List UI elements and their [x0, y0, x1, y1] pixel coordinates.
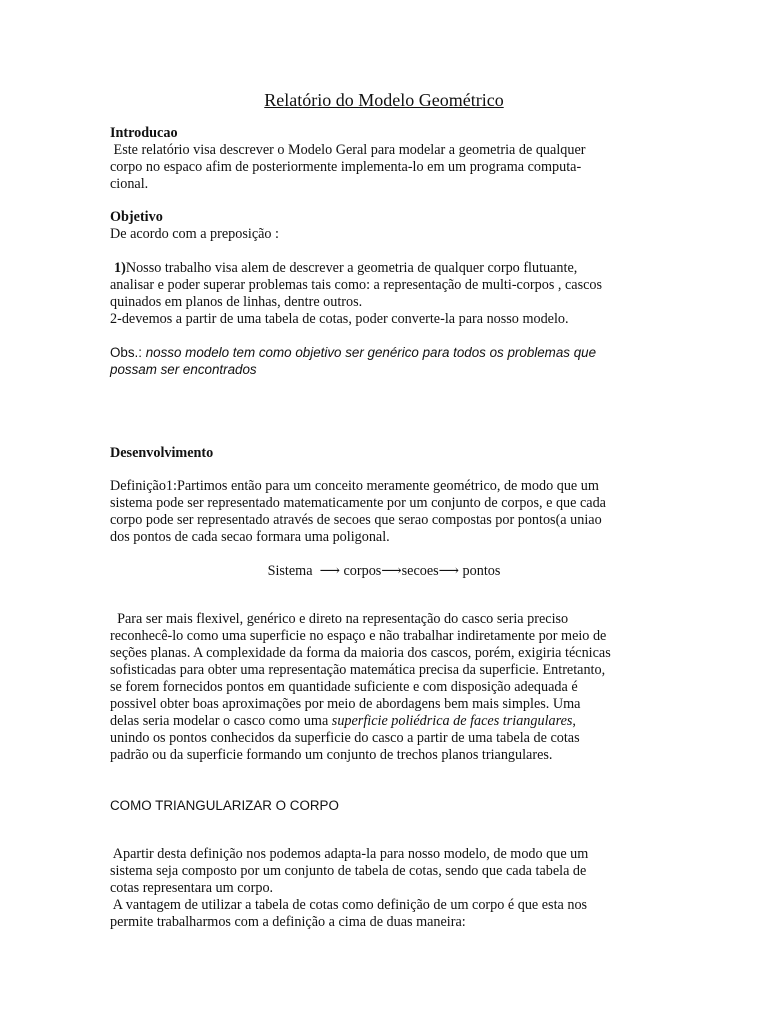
section-introducao: [110, 125, 660, 193]
triangularizar-line: Apartir desta definição nos podemos adapta-la para nosso modelo, de modo que um: [110, 846, 589, 862]
triangularizar-paragraph: [110, 846, 660, 931]
section-objetivo: [110, 209, 660, 243]
triangularizar-line: permite trabalharmos com a definição a cima de duas maneira:: [110, 914, 466, 930]
definicao-line: Definição1:Partimos então para um conceito meramente geométrico, de modo que um: [110, 478, 599, 494]
desenvolvimento-line: possivel obter boas aproximações por meio de abordagens bem mais simples. Uma: [110, 696, 581, 712]
introducao-paragraph: [110, 142, 660, 193]
introducao-line: Este relatório visa descrever o Modelo Geral para modelar a geometria de qualquer: [110, 142, 586, 158]
objetivo-item-2: 2-devemos a partir de uma tabela de cotas, poder converte-la para nosso modelo.: [110, 311, 569, 327]
objetivo-items: [110, 260, 660, 328]
definicao-paragraph: [110, 478, 660, 546]
objetivo-item-1-line: quinados em planos de linhas, dentre outros.: [110, 294, 363, 310]
objetivo-intro: De acordo com a preposição :: [110, 226, 279, 242]
objetivo-item-1-number: 1): [114, 260, 126, 276]
desenvolvimento-line: sofisticadas para obter uma representação matemática precisa da superficie. Entretanto,: [110, 662, 606, 678]
desenvolvimento-line: se forem fornecidos pontos em quantidade suficiente e com disposição adequada é: [110, 679, 578, 695]
triangularizar-line: A vantagem de utilizar a tabela de cotas como definição de um corpo é que esta nos: [110, 897, 588, 913]
introducao-line: corpo no espaco afim de posteriormente implementa-lo em um programa computa-: [110, 159, 582, 175]
definicao-line: sistema pode ser representado matematicamente por um conjunto de corpos, e que cada: [110, 495, 606, 511]
objetivo-item-1-text: Nosso trabalho visa alem de descrever a geometria de qualquer corpo flutuante,: [125, 260, 578, 276]
obs-line: possam ser encontrados: [110, 362, 257, 377]
desenvolvimento-line: [110, 713, 660, 730]
definicao-line: dos pontos de cada secao formara uma poligonal.: [110, 529, 390, 545]
obs-text: nosso modelo tem como objetivo ser genérico para todos os problemas que: [142, 345, 597, 360]
document-title: Relatório do Modelo Geométrico: [264, 90, 504, 110]
triangularizar-line: sistema seja composto por um conjunto de tabela de cotas, sendo que cada tabela de: [110, 863, 587, 879]
heading-desenvolvimento: Desenvolvimento: [110, 445, 214, 461]
desenvolvimento-text: ,: [572, 713, 576, 729]
italic-term: superficie poliédrica de faces triangulares: [331, 713, 573, 729]
heading-objetivo: Objetivo: [110, 209, 163, 225]
desenvolvimento-paragraph: [110, 611, 660, 764]
objetivo-item-1-line: analisar e poder superar problemas tais como: a representação de multi-corpos , cascos: [110, 277, 603, 293]
objetivo-item-1-line: [110, 260, 660, 277]
desenvolvimento-line: seções planas. A complexidade da forma da maioria dos cascos, porém, exigiria técnicas: [110, 645, 611, 661]
heading-triangularizar: COMO TRIANGULARIZAR O CORPO: [110, 798, 339, 813]
desenvolvimento-line: reconhecê-lo como uma superficie no espaço e não trabalhar indiretamente por meio de: [110, 628, 607, 644]
desenvolvimento-line: padrão ou da superficie formando um conjunto de trechos planos triangulares.: [110, 747, 553, 763]
desenvolvimento-line: unindo os pontos conhecidos da superficie do casco a partir de uma tabela de cotas: [110, 730, 580, 746]
introducao-line: cional.: [110, 176, 149, 192]
heading-introducao: Introducao: [110, 125, 178, 141]
desenvolvimento-line: Para ser mais flexivel, genérico e direto na representação do casco seria preciso: [110, 611, 569, 627]
definicao-line: corpo pode ser representado através de secoes que serao compostas por pontos(a uniao: [110, 512, 602, 528]
hierarchy-flow: Sistema ⟶ corpos⟶secoes⟶ pontos: [267, 563, 501, 579]
obs-line: [110, 344, 660, 361]
objetivo-obs: [110, 344, 660, 378]
obs-label: Obs.:: [110, 345, 142, 360]
desenvolvimento-text: delas seria modelar o casco como uma: [110, 713, 332, 729]
triangularizar-line: cotas representara um corpo.: [110, 880, 274, 896]
